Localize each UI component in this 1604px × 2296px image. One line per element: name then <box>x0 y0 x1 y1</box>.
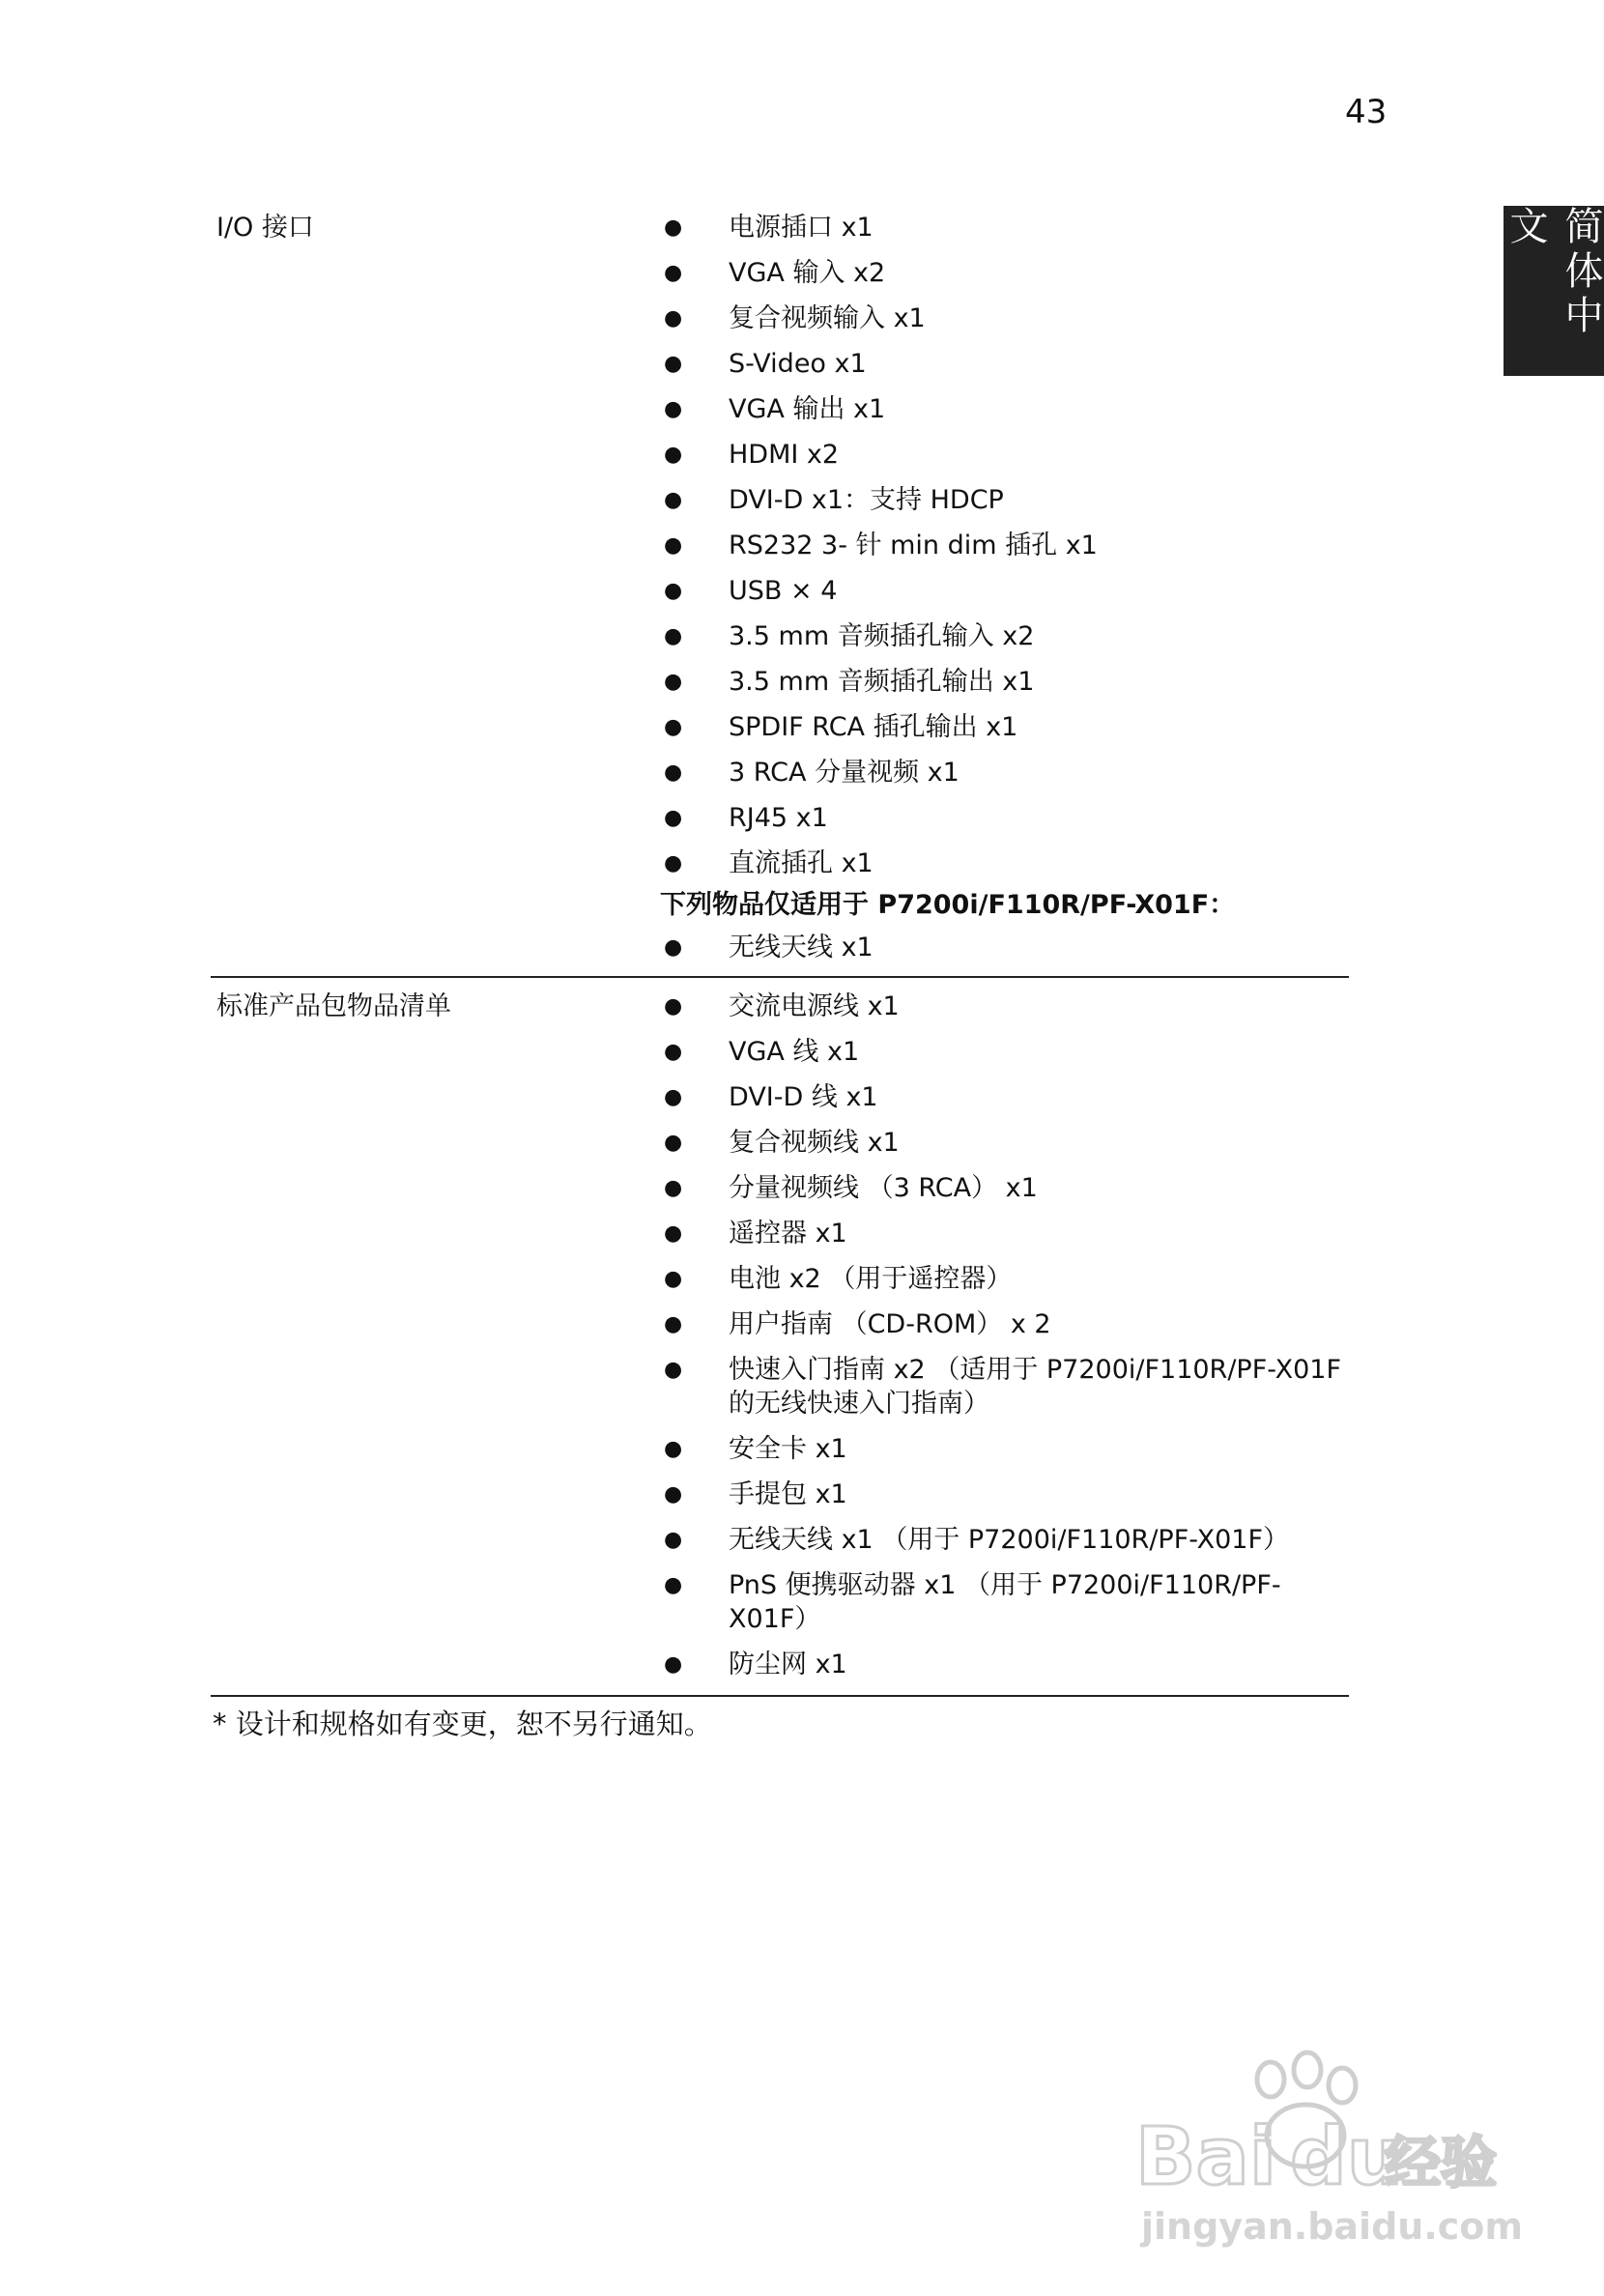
list-item: ● SPDIF RCA 插孔输出 x1 <box>660 704 1349 750</box>
list-item: ● 遥控器 x1 <box>660 1211 1349 1256</box>
bullet-icon: ● <box>664 806 683 830</box>
bullet-icon: ● <box>664 715 683 739</box>
spec-row-io <box>211 205 1349 978</box>
bullet-icon: ● <box>664 624 683 648</box>
svg-text:经验: 经验 <box>1385 2130 1498 2196</box>
bullet-icon: ● <box>664 1267 683 1291</box>
bullet-icon: ● <box>664 1652 683 1677</box>
bullet-icon: ● <box>664 1040 683 1064</box>
bullet-icon: ● <box>664 994 683 1019</box>
list-item: ● 复合视频线 x1 <box>660 1120 1349 1165</box>
list-item: ● DVI-D 线 x1 <box>660 1075 1349 1120</box>
list-item: ● RJ45 x1 <box>660 795 1349 841</box>
row-label: I/O 接口 <box>216 213 314 243</box>
svg-text:du: du <box>1290 2111 1404 2203</box>
sub-heading: 下列物品仅适用于 P7200i/F110R/PF-X01F： <box>660 890 1236 920</box>
list-item: ● PnS 便携驱动器 x1 （用于 P7200i/F110R/PF-X01F） <box>660 1563 1349 1642</box>
bullet-icon: ● <box>664 1085 683 1109</box>
bullet-icon: ● <box>664 1437 683 1461</box>
list-item: ● 无线天线 x1 （用于 P7200i/F110R/PF-X01F） <box>660 1517 1349 1563</box>
list-item: ● VGA 线 x1 <box>660 1029 1349 1075</box>
bullet-icon: ● <box>664 1221 683 1246</box>
bullet-icon: ● <box>664 935 683 960</box>
row-label: 标准产品包物品清单 <box>216 991 451 1021</box>
baidu-jingyan-watermark <box>1135 2049 1523 2252</box>
list-item: ● 电源插口 x1 <box>660 205 1349 250</box>
bullet-icon: ● <box>664 306 683 330</box>
bullet-icon: ● <box>664 1528 683 1552</box>
bullet-icon: ● <box>664 1131 683 1155</box>
list-item: ● 无线天线 x1 <box>660 925 1349 970</box>
list-item: ● 安全卡 x1 <box>660 1426 1349 1472</box>
list-item: ● 防尘网 x1 <box>660 1642 1349 1687</box>
bullet-icon: ● <box>664 352 683 376</box>
list-item: ● 复合视频输入 x1 <box>660 296 1349 341</box>
list-item: ● DVI-D x1：支持 HDCP <box>660 477 1349 523</box>
bullet-icon: ● <box>664 761 683 785</box>
spec-table <box>211 205 1349 1697</box>
bullet-icon: ● <box>664 1358 683 1382</box>
bullet-icon: ● <box>664 1573 683 1597</box>
list-item: ● 电池 x2 （用于遥控器） <box>660 1256 1349 1302</box>
bullet-icon: ● <box>664 261 683 285</box>
bullet-icon: ● <box>664 215 683 240</box>
list-item: ● 快速入门指南 x2 （适用于 P7200i/F110R/PF-X01F 的无线快速入门指南） <box>660 1347 1349 1426</box>
list-item: ● VGA 输出 x1 <box>660 387 1349 432</box>
bullet-icon: ● <box>664 443 683 467</box>
list-item: ● 交流电源线 x1 <box>660 984 1349 1029</box>
svg-text:Bai: Bai <box>1135 2111 1276 2203</box>
spec-row-package <box>211 978 1349 1697</box>
list-item: ● 直流插孔 x1 <box>660 841 1349 886</box>
bullet-icon: ● <box>664 670 683 694</box>
list-item: ● S-Video x1 <box>660 341 1349 387</box>
list-item: ● 用户指南 （CD-ROM） x 2 <box>660 1302 1349 1347</box>
watermark-url: jingyan.baidu.com <box>1141 2205 1523 2248</box>
language-tab-label: 简体中文 <box>1504 206 1603 339</box>
language-tab <box>1504 206 1604 376</box>
list-item: ● 分量视频线 （3 RCA） x1 <box>660 1165 1349 1211</box>
list-item: ● 3.5 mm 音频插孔输入 x2 <box>660 614 1349 659</box>
list-item: ● 3 RCA 分量视频 x1 <box>660 750 1349 795</box>
list-item: ● 3.5 mm 音频插孔输出 x1 <box>660 659 1349 704</box>
bullet-icon: ● <box>664 1312 683 1336</box>
list-item: ● HDMI x2 <box>660 432 1349 477</box>
list-item: ● VGA 输入 x2 <box>660 250 1349 296</box>
bullet-icon: ● <box>664 579 683 603</box>
bullet-icon: ● <box>664 851 683 875</box>
io-item-list <box>660 205 1349 970</box>
bullet-icon: ● <box>664 1176 683 1200</box>
bullet-icon: ● <box>664 533 683 558</box>
page-number: 43 <box>1345 93 1388 131</box>
bullet-icon: ● <box>664 1482 683 1507</box>
bullet-icon: ● <box>664 397 683 421</box>
footnote: * 设计和规格如有变更，恕不另行通知。 <box>213 1708 712 1740</box>
list-item: ● RS232 3- 针 min dim 插孔 x1 <box>660 523 1349 568</box>
list-item: ● USB × 4 <box>660 568 1349 614</box>
package-item-list <box>660 984 1349 1687</box>
list-item: ● 手提包 x1 <box>660 1472 1349 1517</box>
bullet-icon: ● <box>664 488 683 512</box>
